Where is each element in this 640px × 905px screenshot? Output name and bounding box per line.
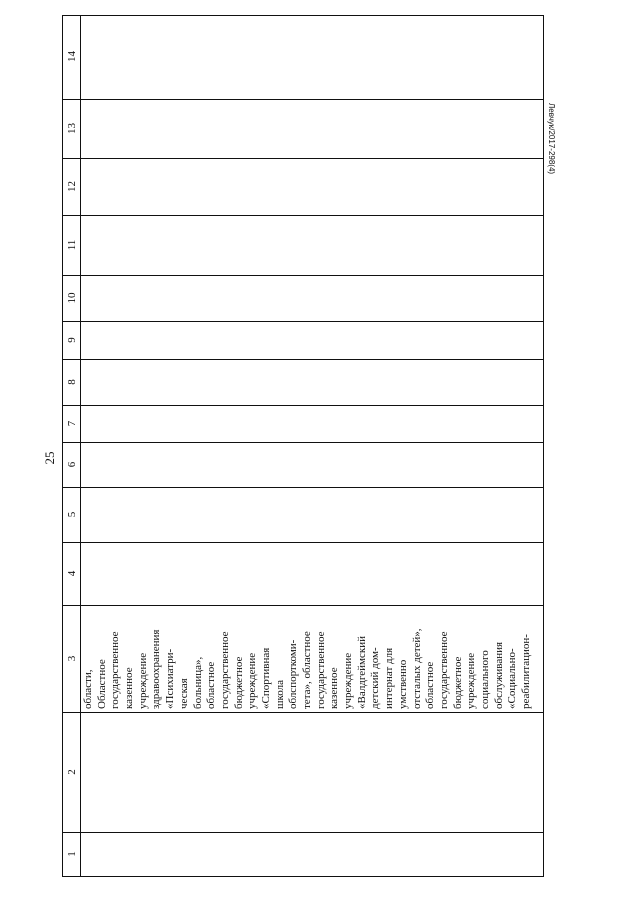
- body-cell-2: [81, 712, 543, 832]
- header-cell-2: [63, 712, 80, 832]
- text-line: государственное: [437, 631, 450, 709]
- header-label-7: 7: [66, 420, 78, 427]
- text-line: бюджетное: [451, 656, 464, 709]
- header-label-13: 13: [66, 123, 78, 134]
- header-cell-6: [63, 442, 80, 487]
- text-line: обслуживания: [492, 641, 505, 709]
- text-line: детский дом-: [369, 647, 382, 709]
- text-line: облспорткоми-: [287, 639, 300, 709]
- text-line: государственное: [218, 631, 231, 709]
- header-label-2: 2: [66, 769, 78, 775]
- text-line: казенное: [328, 667, 341, 709]
- table-header-row: [62, 15, 81, 877]
- header-cell-4: [63, 542, 80, 605]
- text-line: государственное: [314, 631, 327, 709]
- text-line: областное: [205, 661, 218, 709]
- header-label-1: 1: [66, 851, 78, 857]
- header-label-10: 10: [66, 292, 78, 304]
- body-cell-8: [81, 359, 543, 405]
- text-line: государственное: [109, 631, 122, 709]
- header-cell-11: [63, 215, 80, 275]
- text-line: бюджетное: [232, 656, 245, 709]
- body-cell-3: [81, 605, 543, 712]
- header-cell-8: [63, 359, 80, 405]
- header-cell-13: [63, 99, 80, 158]
- text-line: «Спортивная: [259, 647, 272, 709]
- header-label-4: 4: [66, 570, 78, 577]
- document-code: Левчук/2017-298(4): [547, 103, 556, 175]
- data-table: [62, 15, 544, 877]
- text-line: социального: [478, 650, 491, 709]
- text-line: учреждение: [246, 652, 259, 709]
- text-line: «Психиатри-: [164, 648, 177, 709]
- text-line: «Социально-: [506, 648, 519, 709]
- text-line: учреждение: [342, 652, 355, 709]
- header-cell-14: [63, 14, 80, 99]
- header-cell-9: [63, 321, 80, 359]
- header-cell-7: [63, 405, 80, 442]
- text-line: отсталых детей»,: [410, 628, 423, 709]
- header-cell-10: [63, 275, 80, 321]
- text-line: тета», областное: [301, 631, 313, 709]
- header-label-14: 14: [66, 51, 78, 62]
- header-cell-5: [63, 487, 80, 542]
- body-cell-1: [81, 832, 543, 876]
- text-line: областное: [424, 661, 437, 709]
- header-label-12: 12: [66, 181, 78, 192]
- text-line: школа: [273, 680, 286, 709]
- text-line: области,: [82, 669, 94, 709]
- body-cell-6: [81, 442, 543, 487]
- text-line: учреждение: [136, 652, 149, 709]
- text-line: здравоохранения: [150, 629, 163, 709]
- text-line: умственно: [396, 659, 409, 709]
- header-label-6: 6: [66, 461, 78, 468]
- header-label-3: 3: [66, 655, 78, 662]
- text-line: больница»,: [191, 656, 204, 709]
- body-cell-9: [81, 321, 543, 359]
- text-line: реабилитацион-: [520, 634, 532, 709]
- text-line: казенное: [123, 667, 136, 709]
- header-label-8: 8: [66, 379, 78, 385]
- body-cell-5: [81, 487, 543, 542]
- body-cell-4: [81, 542, 543, 605]
- header-cell-3: [63, 605, 80, 712]
- body-cell-12: [81, 158, 543, 215]
- body-cell-11: [81, 215, 543, 275]
- body-cell-10: [81, 275, 543, 321]
- text-line: интернат для: [383, 647, 396, 709]
- header-label-11: 11: [66, 239, 78, 251]
- text-line: ческая: [177, 678, 190, 709]
- text-line: «Валдгеймский: [355, 636, 368, 709]
- text-line: Областное: [95, 659, 108, 709]
- body-cell-13: [81, 99, 543, 158]
- header-label-9: 9: [66, 337, 78, 343]
- text-line: учреждение: [465, 652, 478, 709]
- page-number: 25: [42, 451, 57, 465]
- table-row: [81, 15, 544, 877]
- body-cell-14: [81, 14, 543, 99]
- body-cell-7: [81, 405, 543, 442]
- header-cell-1: [63, 832, 80, 876]
- header-cell-12: [63, 158, 80, 215]
- header-label-5: 5: [66, 511, 78, 518]
